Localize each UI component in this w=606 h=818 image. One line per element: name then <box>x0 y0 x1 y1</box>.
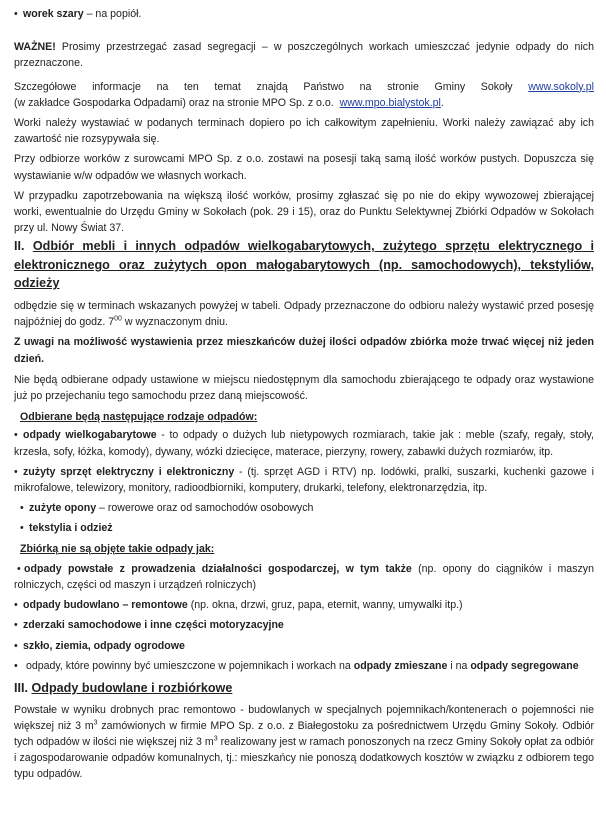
mpo-link[interactable]: www.mpo.bialystok.pl <box>339 96 441 109</box>
item-label: zużyte opony <box>29 502 97 515</box>
odbierane-heading-text: Odbierane będą następujące rodzaje odpadów: <box>20 411 258 424</box>
hour-superscript: 00 <box>114 315 122 323</box>
s3-text-a: Powstałe w wyniku drobnych prac remontowo - budowlanych w specjalnych pojemnikach/kontenerach o pojemności nie większej niż 3 m <box>14 703 594 732</box>
section-3-heading <box>14 679 594 698</box>
excluded-gospodarcze <box>14 561 594 593</box>
item-label: zużyty sprzęt elektryczny i elektroniczny <box>23 465 235 478</box>
nie-objete-heading <box>14 541 594 557</box>
bullet-dot: • <box>14 619 18 632</box>
bullet-dot: • <box>14 599 18 612</box>
excluded-bold-2: odpady segregowane <box>470 659 579 672</box>
item-text: - (tj. sprzęt AGD i RTV) np. lodówki, pralki, suszarki, kuchenki gazowe i mikrofalowe, telewizory, monitory, radioodbiorniki, komputery, drukarki, telefony, elektronarzędzia, itp. <box>14 465 594 494</box>
section-2-number: II. <box>14 239 25 254</box>
nie-beda-paragraph: Nie będą odbierane odpady ustawione w miejscu niedostępnym dla samochodu zbierającego te odpady oraz wystawione już po przejechaniu tego samochodu przez daną miejscowość. <box>14 373 594 402</box>
cubic-superscript: 3 <box>213 735 218 743</box>
bullet-dot: • <box>14 659 18 672</box>
section-3-title: Odpady budowlane i rozbiórkowe <box>31 681 233 695</box>
odbedzie-text-end: w wyznaczonym dniu. <box>121 316 228 329</box>
wazne-text: Prosimy przestrzegać zasad segregacji – w poszczególnych workach umieszczać jedynie odpady do nich przeznaczone. <box>14 41 594 70</box>
item-wielkogabarytowe <box>14 427 594 459</box>
item-label: odpady wielkogabarytowe <box>23 429 157 442</box>
bullet-label: worek szary <box>23 8 84 20</box>
bullet-dot: • <box>14 465 18 478</box>
bullet-dot: • <box>14 562 21 575</box>
odbierane-heading <box>14 409 594 425</box>
section-2-heading <box>14 237 594 293</box>
item-text: – rowerowe oraz od samochodów osobowych <box>96 502 314 515</box>
nie-objete-heading-text: Zbiórką nie są objęte takie odpady jak: <box>20 542 215 555</box>
excluded-bold-1: odpady zmieszane <box>353 659 448 672</box>
info-line-2 <box>14 95 594 111</box>
section-2-title: Odbiór mebli i innych odpadów wielkogabarytowych, zużytego sprzętu elektrycznego i elektronicznego oraz zużytych opon małogabarytowych (np. samochodowych), tekstyliów, odzieży <box>14 239 595 291</box>
s3-text-c: realizowany jest w ramach ponoszonych na rzecz Gminy Sokoły opłat za odbiór i zagospodarowanie odpadów komunalnych, tj.: mieszkańcy nie ponoszą dodatkowych kosztów w związku z odbiorem tego typu odpadów. <box>14 735 594 781</box>
info-text-2: (w zakładce Gospodarka Odpadami) oraz na stronie MPO Sp. z o.o. <box>14 96 334 109</box>
bullet-dot: • <box>20 502 24 515</box>
item-opony <box>14 500 594 516</box>
excluded-label: odpady powstałe z prowadzenia działalności gospodarczej, w tym także <box>24 562 412 575</box>
uwaga-paragraph: Z uwagi na możliwość wystawienia przez mieszkańców dużej ilości odpadów zbiórka może trwać więcej niż jeden dzień. <box>14 336 594 365</box>
excluded-text: (np. okna, drzwi, gruz, papa, eternit, wanny, umywalki itp.) <box>187 599 463 612</box>
excluded-label: zderzaki samochodowe i inne części motoryzacyjne <box>23 619 284 632</box>
excluded-text: odpady, które powinny być umieszczone w pojemnikach i workach na <box>23 659 354 672</box>
info-text-3: . <box>440 96 444 109</box>
info-line-1 <box>14 79 594 95</box>
wazne-paragraph <box>14 39 594 71</box>
bullet-dot: • <box>14 8 18 20</box>
s3-text-b: zamówionych w firmie MPO Sp. z o.o. z Białegostoku za pośrednictwem Urzędu Gminy Sokoły. Odbiór tych odpadów w ilości nie większej niż 3 m <box>14 719 594 748</box>
bullet-dot: • <box>14 639 18 652</box>
excluded-szklo <box>14 638 594 654</box>
info-text-1: Szczegółowe informacje na ten temat znajdą Państwo na stronie Gminy Sokoły <box>14 80 513 93</box>
odbedzie-paragraph <box>14 298 594 330</box>
zapotrzebowanie-paragraph: W przypadku zapotrzebowania na większą ilość worków, prosimy zgłaszać się po nie do ekipy wywozowej zbierającej worki, ewentualnie do Urzędu Gminy w Sokołach (pok. 29 i 15), oraz do Punktu Selektywnej Zbiórki Odpadów w Sokołach przy ul. Nowy Świat 37. <box>14 189 594 235</box>
worki-paragraph: Worki należy wystawiać w podanych terminach dopiero po ich całkowitym zapełnieniu. Worki należy zawiązać aby ich zawartość nie rozsypywała się. <box>14 117 594 146</box>
bullet-dot: • <box>14 429 18 442</box>
wazne-lead: WAŻNE! <box>14 41 56 54</box>
przy-odbiorze-paragraph: Przy odbiorze worków z surowcami MPO Sp. z o.o. zostawi na posesji taką samą ilość worków pustych. Dopuszcza się wystawianie w/w odpadów we własnych workach. <box>14 153 594 182</box>
excluded-zderzaki <box>14 617 594 633</box>
excluded-text-mid: i na <box>447 659 471 672</box>
intro-bullet <box>14 0 594 22</box>
section-3-number: III. <box>14 681 28 695</box>
excluded-text: (np. opony do ciągników i maszyn rolniczych, części od maszyn i urządzeń rolniczych) <box>14 562 594 591</box>
item-tekstylia <box>14 520 594 536</box>
bullet-dot: • <box>20 522 24 535</box>
item-elektryczny <box>14 464 594 496</box>
cubic-superscript: 3 <box>93 719 98 727</box>
excluded-label: szkło, ziemia, odpady ogrodowe <box>23 639 185 652</box>
odbedzie-text: odbędzie się w terminach wskazanych powyżej w tabeli. Odpady przeznaczone do odbioru należy wystawić przed posesję najpóźniej do godz. 7 <box>14 299 594 329</box>
excluded-label: odpady budowlano – remontowe <box>23 599 188 612</box>
sokoly-link[interactable]: www.sokoly.pl <box>528 80 594 93</box>
excluded-budowlane <box>14 597 594 613</box>
bullet-text: – na popiół. <box>83 8 142 20</box>
excluded-pojemniki <box>14 658 594 674</box>
item-text: - to odpady o dużych lub nietypowych rozmiarach, takie jak : meble (szafy, regały, stoły, krzesła, sofy, łóżka, komody), dywany, wózki dziecięce, materace, pierzyny, rowery, zabawki dużych rozmiarów, itp. <box>14 429 594 458</box>
item-label: tekstylia i odzież <box>29 522 113 535</box>
section-3-paragraph <box>14 702 594 783</box>
